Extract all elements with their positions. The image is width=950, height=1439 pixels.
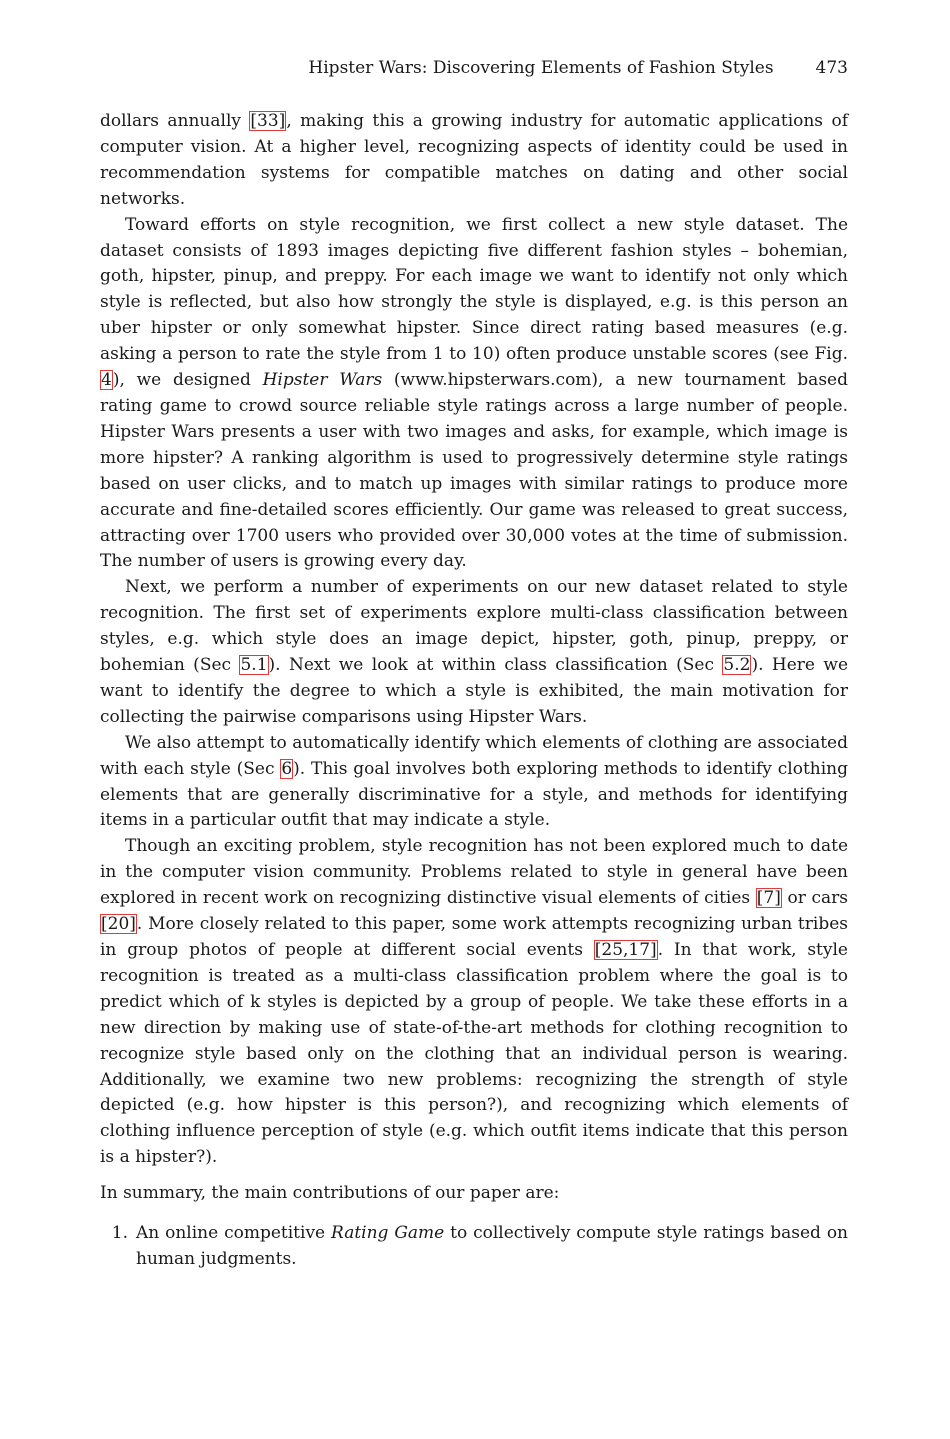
- list-item: [100, 1221, 848, 1273]
- text-span: ), we designed: [112, 370, 263, 391]
- paragraph-5: [100, 834, 848, 1171]
- emphasis-hipster-wars: Hipster Wars: [262, 370, 383, 391]
- list-item-text: An online competitive Rating Game to collectively compute style ratings based on human judgments.: [136, 1223, 848, 1269]
- figure-link[interactable]: 4: [101, 370, 112, 391]
- text-span: (www.hipsterwars.com), a new tournament based rating game to crowd source reliable style ratings across a large number of people. Hipster Wars presents a user with two images and asks, for example, which image is more hipster? A ranking algorithm is used to progressively determine style ratings based on user clicks, and to match up images with similar ratings to produce more accurate and fine-detailed scores efficiently. Our game was released to great success, attracting over 1700 users who provided over 30,000 votes at the time of submission. The number of users is growing every day.: [100, 370, 848, 572]
- citation-link[interactable]: [33]: [250, 111, 286, 131]
- paragraph-2: [100, 213, 848, 576]
- running-header: [100, 53, 848, 83]
- citation-link[interactable]: [7]: [756, 888, 781, 909]
- section-link[interactable]: 5.2: [723, 655, 751, 676]
- contributions-list: [100, 1221, 848, 1273]
- body-text: [100, 109, 848, 1273]
- text-span: . In that work, style recognition is treated as a multi-class classification problem where the goal is to predict which of k styles is depicted by a group of people. We take these efforts in a new direction by making use of state-of-the-art methods for clothing recognition to recognize style based only on the clothing that an individual person is wearing. Additionally, we examine two new problems: recognizing the strength of style depicted (e.g. how hipster is this person?), and recognizing which elements of clothing influence perception of style (e.g. which outfit items indicate that this person is a hipster?).: [100, 940, 848, 1168]
- page: [100, 53, 848, 1273]
- text-span: ). Here we want to identify the degree to which a style is exhibited, the main motivation for collecting the pairwise comparisons using Hipster Wars.: [100, 655, 849, 727]
- section-link[interactable]: 5.1: [240, 655, 268, 676]
- page-number: 473: [815, 58, 848, 78]
- text-span: ). Next we look at within class classification (Sec: [268, 655, 723, 676]
- paragraph-4: [100, 731, 848, 835]
- text-span: , making this a growing industry for automatic applications of computer vision. At a higher level, recognizing aspects of identity could be used in recommendation systems for compatible matches on dating and other social networks.: [100, 111, 848, 209]
- text-span: dollars annually: [100, 111, 250, 131]
- list-number: 1.: [111, 1223, 128, 1244]
- text-span: ). This goal involves both exploring methods to identify clothing elements that are generally discriminative for a style, and methods for identifying items in a particular outfit that may indicate a style.: [100, 758, 848, 831]
- emphasis-rating-game: Rating Game: [331, 1223, 445, 1244]
- paragraph-3: [100, 575, 848, 730]
- text-span: or cars: [781, 888, 848, 909]
- text-span: Toward efforts on style recognition, we first collect a new style dataset. The dataset consists of 1893 images depicting five different fashion styles – bohemian, goth, hipster, pinup, and preppy. For each image we want to identify not only which style is reflected, but also how strongly the style is displayed, e.g. is this person an uber hipster or only somewhat hipster. Since direct rating based measures (e.g. asking a person to rate the style from 1 to 10) often produce unstable scores (see Fig.: [100, 214, 848, 365]
- running-title: Hipster Wars: Discovering Elements of Fashion Styles: [308, 58, 774, 78]
- text-span: . More closely related to this paper, some work attempts recognizing urban tribes in group photos of people at different social events: [100, 914, 848, 960]
- section-link[interactable]: 6: [281, 758, 293, 779]
- citation-link[interactable]: [20]: [101, 914, 136, 935]
- text-span: Next, we perform a number of experiments on our new dataset related to style recognition. The first set of experiments explore multi-class classification between styles, e.g. which style does an image depict, hipster, goth, pinup, preppy, or bohemian (Sec: [100, 577, 848, 676]
- text-span: We also attempt to automatically identify which elements of clothing are associated with each style (Sec: [100, 732, 848, 779]
- summary-intro: In summary, the main contributions of our paper are:: [100, 1183, 560, 1204]
- citation-link[interactable]: [25,17]: [594, 940, 657, 960]
- paragraph-1: [100, 109, 848, 213]
- text-span: Though an exciting problem, style recognition has not been explored much to date in the computer vision community. Problems related to style in general have been explored in recent work on recognizing distinctive visual elements of cities: [100, 836, 848, 909]
